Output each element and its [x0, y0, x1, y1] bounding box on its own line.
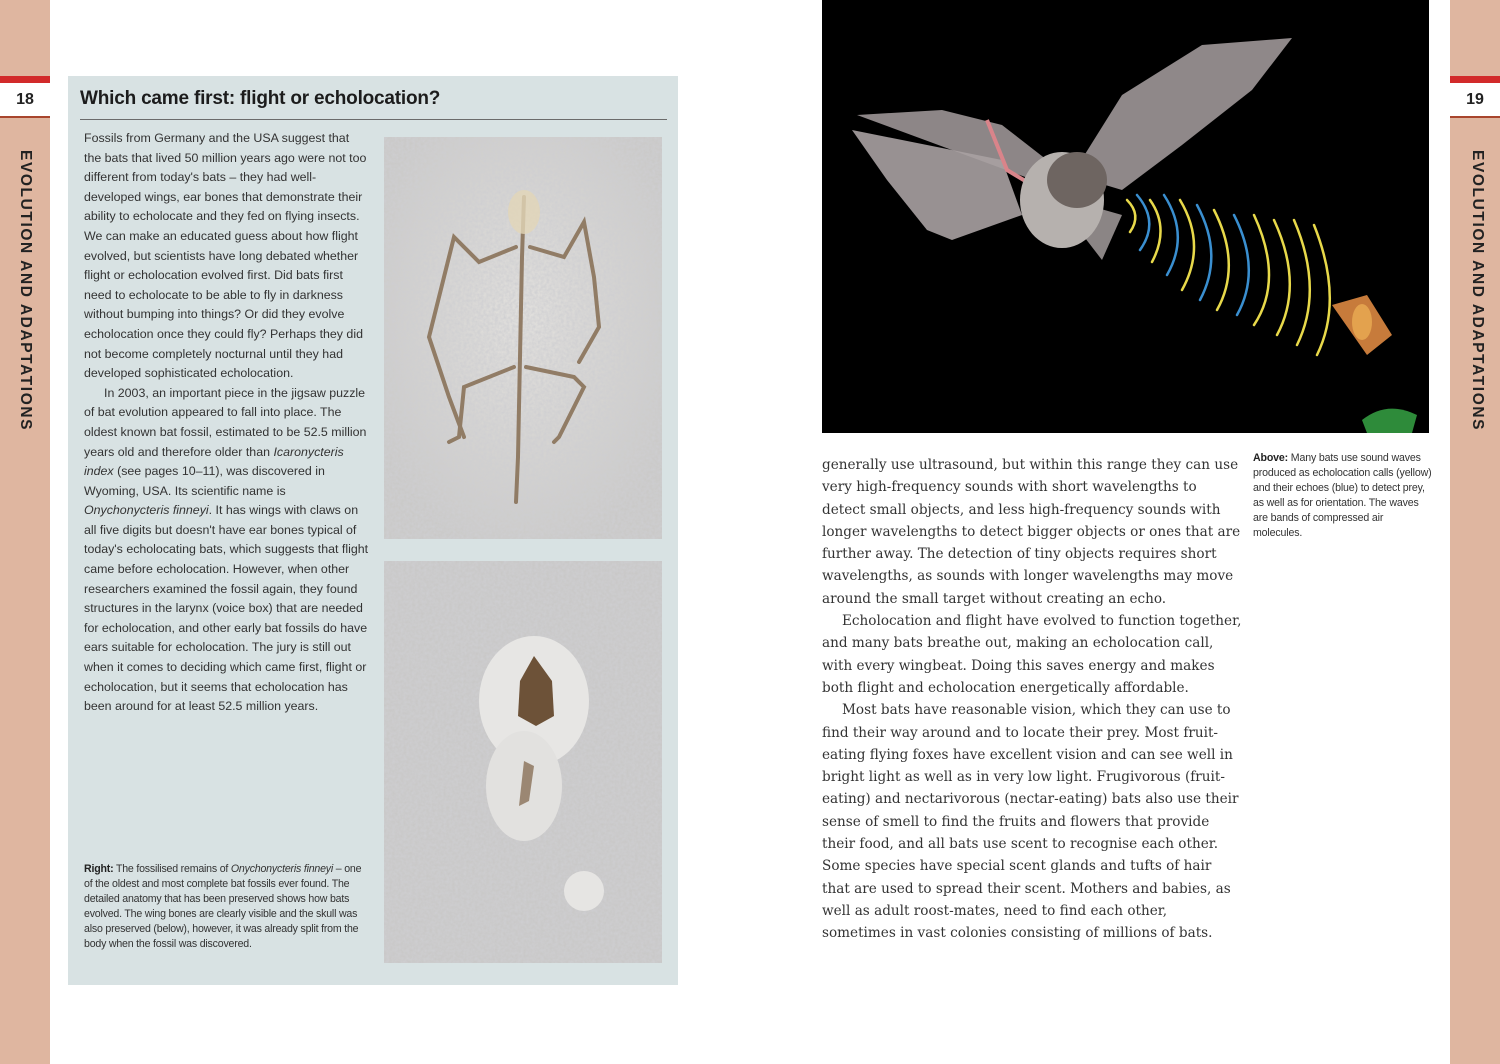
fossil-skull-photo: [384, 561, 662, 963]
page-number-right: 19: [1450, 83, 1500, 118]
page-number-left: 18: [0, 83, 50, 118]
title-divider: [80, 119, 667, 120]
section-tab-label-right: EVOLUTION AND ADAPTATIONS: [1469, 150, 1486, 432]
body-paragraph-2: Echolocation and flight have evolved to function together, and many bats breathe out, making an echolocation call, with every wingbeat. Doing this saves energy and makes both flight and echolocation energetically affordable.: [822, 613, 1242, 696]
bat-echolocation-photo: [822, 0, 1429, 433]
feature-box-body: [84, 129, 369, 717]
tab-red-bar: [0, 76, 50, 83]
tab-red-bar: [1450, 76, 1500, 83]
bat-photo-caption: Above: Many bats use sound waves produced as echolocation calls (yellow) and their echoes (blue) to detect prey, as well as for orientation. The waves are bands of compressed air molecules.: [1253, 452, 1432, 539]
main-body-text: [822, 454, 1242, 945]
fossil-caption: Right: The fossilised remains of Onychonycteris finneyi – one of the oldest and most complete bat fossils ever found. The detailed anatomy that has been preserved shows how bats evolved. The wing bones are clearly visible and the skull was also preserved (below), however, it was already split from the body when the fossil was discovered.: [84, 863, 362, 950]
species-name-onychonycteris: Onychonycteris finneyi: [84, 503, 209, 518]
feature-paragraph-2: In 2003, an important piece in the jigsaw puzzle of bat evolution appeared to fall into place. The oldest known bat fossil, estimated to be 52.5 million years old and therefore older than Icaronycteris index (see pages 10–11), was discovered in Wyoming, USA. Its scientific name is Onychonycteris finneyi. It has wings with claws on all five digits but doesn't have ear bones typical of today's echolocating bats, which suggests that flight came before echolocation. However, when other researchers examined the fossil again, they found structures in the larynx (voice box) that are needed for echolocation, and other early bat fossils do have ears suitable for echolocation. The jury is still out when it comes to deciding which came first, flight or echolocation, but it seems that echolocation has been around for at least 52.5 million years.: [84, 385, 369, 714]
body-paragraph-1: generally use ultrasound, but within this range they can use very high-frequency sounds with short wavelengths to detect small objects, and less high-frequency sounds with longer wavelengths to detect bigger objects or ones that are further away. The detection of tiny objects requires short wavelengths, as sounds with longer wavelengths may move around the small target without creating an echo.: [822, 457, 1241, 607]
right-section-tab: [1450, 0, 1500, 1064]
feature-box: [68, 76, 678, 985]
left-section-tab: [0, 0, 50, 1064]
section-tab-label-left: EVOLUTION AND ADAPTATIONS: [17, 150, 34, 432]
fossil-skeleton-photo: [384, 137, 662, 539]
species-name-icaronycteris: Icaronycteris index: [84, 444, 344, 479]
feature-box-title: Which came first: flight or echolocation?: [80, 88, 441, 109]
feature-paragraph-1: Fossils from Germany and the USA suggest that the bats that lived 50 million years ago were not too different from today's bats – they had well-developed wings, ear bones that demonstrate their ability to echolocate and they fed on flying insects. We can make an educated guess about how flight evolved, but scientists have long debated whether flight or echolocation evolved first. Did bats first need to echolocate to be able to fly in darkness without bumping into things? Or did they evolve echolocation once they could fly? Perhaps they did not become completely nocturnal until they had developed sophisticated echolocation.: [84, 131, 367, 381]
body-paragraph-3: Most bats have reasonable vision, which they can use to find their way around and to locate their prey. Most fruit-eating flying foxes have excellent vision and can see well in bright light as well as in very low light. Frugivorous (fruit-eating) and nectarivorous (nectar-eating) bats also use their sense of smell to find the fruits and flowers that provide their food, and all bats use scent to recognise each other. Some species have special scent glands and tufts of hair that are used to spread their scent. Mothers and babies, as well as adult roost-mates, need to find each other, sometimes in vast colonies consisting of millions of bats.: [822, 702, 1239, 942]
